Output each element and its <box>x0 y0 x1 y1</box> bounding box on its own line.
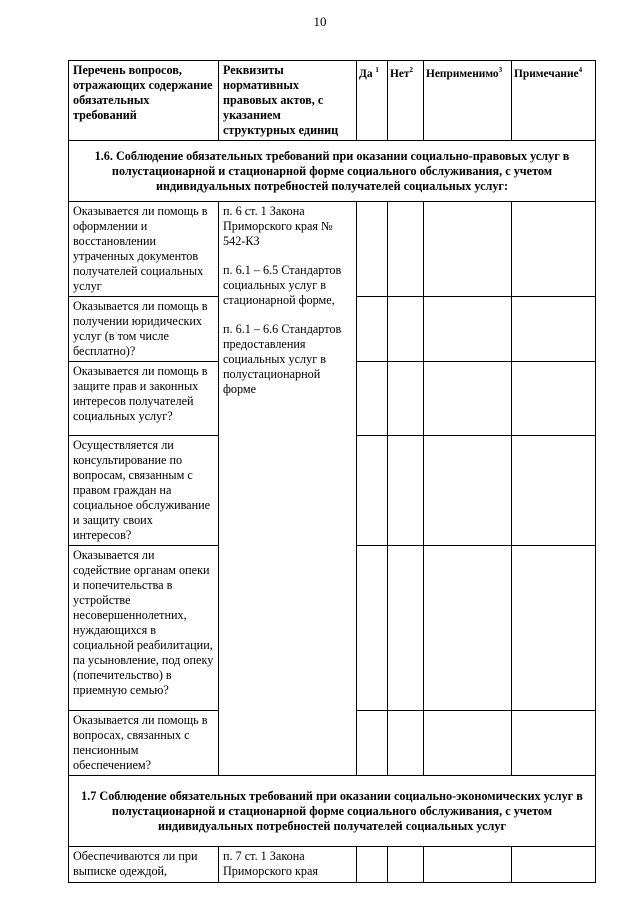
remark-cell[interactable] <box>512 711 596 776</box>
remark-cell[interactable] <box>512 436 596 546</box>
page-number: 10 <box>313 14 327 29</box>
yes-cell[interactable] <box>357 362 388 436</box>
not-applicable-cell[interactable] <box>424 436 512 546</box>
question-cell: Обеспечиваются ли при выписке одеждой, <box>69 847 219 883</box>
reference-text: п. 6.1 – 6.5 Стандартов социальных услуг в стационарной форме, <box>223 263 342 307</box>
remark-cell[interactable] <box>512 847 596 883</box>
not-applicable-cell[interactable] <box>424 847 512 883</box>
remark-cell[interactable] <box>512 546 596 711</box>
header-questions: Перечень вопросов, отражающих содержание обязательных требований <box>69 61 219 141</box>
reference-text: п. 6.1 – 6.6 Стандартов предоставления социальных услуг в полустационарной форме <box>223 322 342 396</box>
remark-cell[interactable] <box>512 362 596 436</box>
remark-cell[interactable] <box>512 202 596 297</box>
not-applicable-cell[interactable] <box>424 297 512 362</box>
header-requisites: Реквизиты нормативных правовых актов, с указанием структурных единиц <box>219 61 357 141</box>
yes-cell[interactable] <box>357 202 388 297</box>
yes-cell[interactable] <box>357 436 388 546</box>
yes-cell[interactable] <box>357 297 388 362</box>
section-row <box>69 776 596 847</box>
not-applicable-cell[interactable] <box>424 202 512 297</box>
no-cell[interactable] <box>388 202 424 297</box>
table-row <box>69 847 596 883</box>
no-cell[interactable] <box>388 711 424 776</box>
checklist-table <box>68 60 596 883</box>
header-row <box>69 61 596 141</box>
header-no: Нет$^2$ <box>388 61 424 141</box>
no-cell[interactable] <box>388 847 424 883</box>
reference-cell <box>219 202 357 776</box>
reference-text: п. 6 ст. 1 Закона Приморского края № 542-КЗ <box>223 204 333 248</box>
no-cell[interactable] <box>388 546 424 711</box>
table-row <box>69 202 596 297</box>
question-cell: Оказывается ли помощь в оформлении и восстановлении утраченных документов получателей социальных услуг <box>69 202 219 297</box>
section-title-1-6: 1.6. Соблюдение обязательных требований при оказании социально-правовых услуг в полустационарной и стационарной форме социального обслуживания, с учетом индивидуальных потребностей получателей социальных услуг: <box>69 141 596 202</box>
yes-cell[interactable] <box>357 711 388 776</box>
section-title-1-7: 1.7 Соблюдение обязательных требований при оказании социально-экономических услуг в полустационарной и стационарной форме социального обслуживания, с учетом индивидуальных потребностей получателей социальных услуг <box>69 776 596 847</box>
question-cell: Осуществляется ли консультирование по вопросам, связанным с правом граждан на социальное обслуживание и защиту своих интересов? <box>69 436 219 546</box>
header-not-applicable: Неприменимо$^3$ <box>424 61 512 141</box>
section-row <box>69 141 596 202</box>
reference-cell: п. 7 ст. 1 Закона Приморского края <box>219 847 357 883</box>
not-applicable-cell[interactable] <box>424 362 512 436</box>
no-cell[interactable] <box>388 297 424 362</box>
yes-cell[interactable] <box>357 546 388 711</box>
no-cell[interactable] <box>388 436 424 546</box>
yes-cell[interactable] <box>357 847 388 883</box>
not-applicable-cell[interactable] <box>424 546 512 711</box>
question-cell: Оказывается ли содействие органам опеки и попечительства в устройстве несовершеннолетних, нуждающихся в социальной реабилитации, па усыновление, под опеку (попечительство) в приемную семью? <box>69 546 219 711</box>
question-cell: Оказывается ли помощь в защите прав и законных интересов получателей социальных услуг? <box>69 362 219 436</box>
header-yes: Да $^1$ <box>357 61 388 141</box>
not-applicable-cell[interactable] <box>424 711 512 776</box>
question-cell: Оказывается ли помощь в вопросах, связанных с пенсионным обеспечением? <box>69 711 219 776</box>
remark-cell[interactable] <box>512 297 596 362</box>
no-cell[interactable] <box>388 362 424 436</box>
question-cell: Оказывается ли помощь в получении юридических услуг (в том числе бесплатно)? <box>69 297 219 362</box>
header-remark: Примечание$^4$ <box>512 61 596 141</box>
